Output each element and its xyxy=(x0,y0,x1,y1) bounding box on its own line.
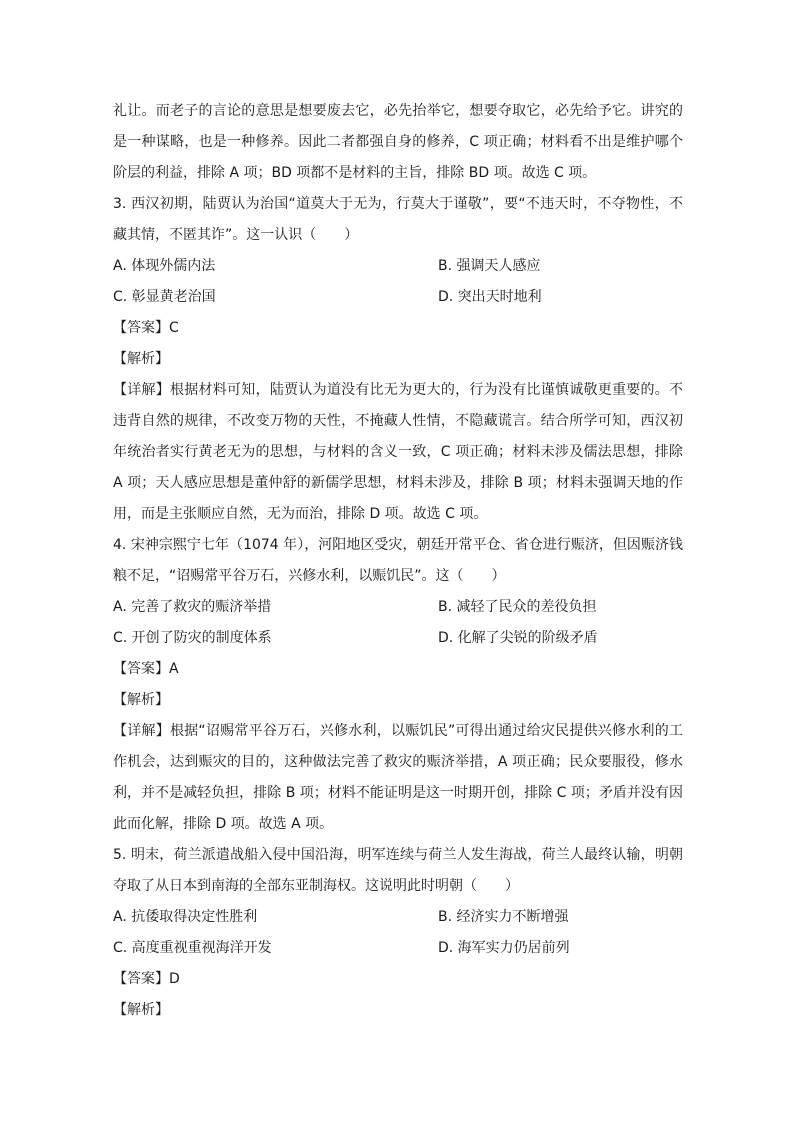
question-5-answer: 【答案】D xyxy=(113,971,180,987)
document-body xyxy=(113,96,683,1026)
option-c: C. 高度重视重视海洋开发 xyxy=(113,940,272,956)
option-b: B. 减轻了民众的差役负担 xyxy=(438,599,597,615)
question-4-stem: 4. 宋神宗熙宁七年（1074 年），河阳地区受灾，朝廷开常平仓、省仓进行赈济，但因赈济钱粮不足，“诏赐常平谷万石，兴修水利，以赈饥民”。这（ ） xyxy=(113,537,683,584)
question-3-detail: 【详解】根据材料可知，陆贾认为道没有比无为更大的，行为没有比谨慎诚敬更重要的。不违背自然的规律，不改变万物的天性，不掩藏人性情，不隐藏谎言。结合所学可知，西汉初年统治者实行黄老无为的思想，与材料的含义一致，C 项正确；材料未涉及儒法思想，排除 A 项；天人感应思想是董仲舒的新儒学思想，材料未涉及，排除 B 项；材料未强调天地的作用，而是主张顺应自然，无为而治，排除 D 项。故选 C 项。 xyxy=(113,382,683,522)
question-4-options-row-2 xyxy=(113,623,683,654)
option-d: D. 化解了尖锐的阶级矛盾 xyxy=(438,630,598,646)
question-5-analysis-heading: 【解析】 xyxy=(113,1002,169,1018)
question-5-options-row-2 xyxy=(113,933,683,964)
question-3-analysis-heading: 【解析】 xyxy=(113,351,169,367)
option-b: B. 经济实力不断增强 xyxy=(438,909,569,925)
question-3-options-row-1 xyxy=(113,251,683,282)
option-d: D. 突出天时地利 xyxy=(438,289,542,305)
question-3-stem: 3. 西汉初期，陆贾认为治国“道莫大于无为，行莫大于谨敬”，要“不违天时，不夺物性，不藏其情，不匿其诈”。这一认识（ ） xyxy=(113,196,683,243)
question-4-options-row-1 xyxy=(113,592,683,623)
option-c: C. 开创了防灾的制度体系 xyxy=(113,630,272,646)
option-d: D. 海军实力仍居前列 xyxy=(438,940,570,956)
option-a: A. 体现外儒内法 xyxy=(113,258,216,274)
question-3-options-row-2 xyxy=(113,282,683,313)
question-4-detail: 【详解】根据“诏赐常平谷万石，兴修水利，以赈饥民”可得出通过给灾民提供兴修水利的工作机会，达到赈灾的目的，这种做法完善了救灾的赈济举措，A 项正确；民众要服役，修水利，并不是减轻负担，排除 B 项；材料不能证明是这一时期开创，排除 C 项；矛盾并没有因此而化解，排除 D 项。故选 A 项。 xyxy=(113,723,683,832)
option-a: A. 抗倭取得决定性胜利 xyxy=(113,909,258,925)
option-c: C. 彰显黄老治国 xyxy=(113,289,216,305)
question-4-analysis-heading: 【解析】 xyxy=(113,692,169,708)
question-5-stem: 5. 明末，荷兰派遣战船入侵中国沿海，明军连续与荷兰人发生海战，荷兰人最终认输，明朝夺取了从日本到南海的全部东亚制海权。这说明此时明朝（ ） xyxy=(113,847,683,894)
paragraph-explanation-continued: 礼让。而老子的言论的意思是想要废去它，必先抬举它，想要夺取它，必先给予它。讲究的是一种谋略，也是一种修养。因此二者都强自身的修养，C 项正确；材料看不出是维护哪个阶层的利益，排除 A 项；BD 项都不是材料的主旨，排除 BD 项。故选 C 项。 xyxy=(113,103,683,181)
question-3-answer: 【答案】C xyxy=(113,320,179,336)
question-4-answer: 【答案】A xyxy=(113,661,179,677)
option-a: A. 完善了救灾的赈济举措 xyxy=(113,599,272,615)
question-5-options-row-1 xyxy=(113,902,683,933)
option-b: B. 强调天人感应 xyxy=(438,258,541,274)
